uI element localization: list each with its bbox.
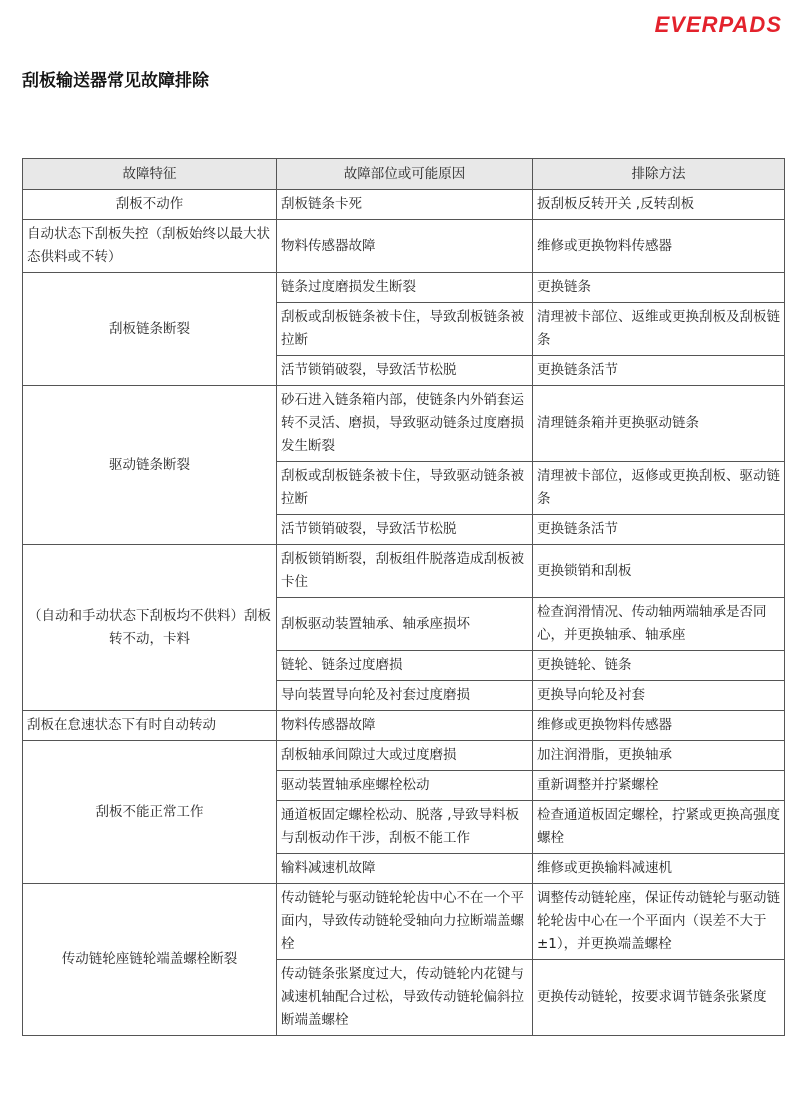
- cause-cell: 活节锁销破裂，导致活节松脱: [277, 356, 533, 386]
- fix-cell: 更换锁销和刮板: [533, 545, 785, 598]
- fix-cell: 重新调整并拧紧螺栓: [533, 771, 785, 801]
- cause-cell: 刮板或刮板链条被卡住，导致刮板链条被拉断: [277, 303, 533, 356]
- fix-cell: 更换链轮、链条: [533, 651, 785, 681]
- cause-cell: 传动链条张紧度过大，传动链轮内花键与减速机轴配合过松，导致传动链轮偏斜拉断端盖螺栓: [277, 960, 533, 1036]
- symptom-cell: 刮板不动作: [23, 190, 277, 220]
- header-symptom: 故障特征: [23, 159, 277, 190]
- symptom-cell: （自动和手动状态下刮板均不供料）刮板转不动，卡料: [23, 545, 277, 711]
- fix-cell: 扳刮板反转开关 ,反转刮板: [533, 190, 785, 220]
- header-fix: 排除方法: [533, 159, 785, 190]
- cause-cell: 刮板锁销断裂，刮板组件脱落造成刮板被卡住: [277, 545, 533, 598]
- fix-cell: 检查通道板固定螺栓，拧紧或更换高强度螺栓: [533, 801, 785, 854]
- table-row: [23, 220, 785, 273]
- brand-logo: EVERPADS: [654, 12, 782, 37]
- cause-cell: 刮板驱动装置轴承、轴承座损坏: [277, 598, 533, 651]
- fix-cell: 维修或更换输料减速机: [533, 854, 785, 884]
- fix-cell: 加注润滑脂，更换轴承: [533, 741, 785, 771]
- page-title: 刮板输送器常见故障排除: [22, 71, 209, 91]
- table-row: [23, 273, 785, 303]
- cause-cell: 刮板或刮板链条被卡住，导致驱动链条被拉断: [277, 462, 533, 515]
- table-header-row: [23, 159, 785, 190]
- fix-cell: 调整传动链轮座，保证传动链轮与驱动链轮轮齿中心在一个平面内（误差不大于 ±1），并更换端盖螺栓: [533, 884, 785, 960]
- cause-cell: 导向装置导向轮及衬套过度磨损: [277, 681, 533, 711]
- cause-cell: 链轮、链条过度磨损: [277, 651, 533, 681]
- symptom-cell: 自动状态下刮板失控（刮板始终以最大状态供料或不转）: [23, 220, 277, 273]
- troubleshooting-table: [22, 158, 785, 1036]
- cause-cell: 刮板链条卡死: [277, 190, 533, 220]
- table-row: [23, 545, 785, 598]
- table-row: [23, 386, 785, 462]
- cause-cell: 活节锁销破裂，导致活节松脱: [277, 515, 533, 545]
- cause-cell: 传动链轮与驱动链轮轮齿中心不在一个平面内，导致传动链轮受轴向力拉断端盖螺栓: [277, 884, 533, 960]
- fix-cell: 更换传动链轮，按要求调节链条张紧度: [533, 960, 785, 1036]
- fix-cell: 清理被卡部位、返维或更换刮板及刮板链条: [533, 303, 785, 356]
- header-cause: 故障部位或可能原因: [277, 159, 533, 190]
- table-row: [23, 711, 785, 741]
- fix-cell: 维修或更换物料传感器: [533, 711, 785, 741]
- table-row: [23, 190, 785, 220]
- cause-cell: 物料传感器故障: [277, 711, 533, 741]
- cause-cell: 刮板轴承间隙过大或过度磨损: [277, 741, 533, 771]
- fix-cell: 清理被卡部位，返修或更换刮板、驱动链条: [533, 462, 785, 515]
- fix-cell: 维修或更换物料传感器: [533, 220, 785, 273]
- table-body: [23, 190, 785, 1036]
- cause-cell: 物料传感器故障: [277, 220, 533, 273]
- symptom-cell: 刮板不能正常工作: [23, 741, 277, 884]
- fix-cell: 检查润滑情况、传动轴两端轴承是否同心，并更换轴承、轴承座: [533, 598, 785, 651]
- cause-cell: 通道板固定螺栓松动、脱落 ,导致导料板与刮板动作干涉，刮板不能工作: [277, 801, 533, 854]
- symptom-cell: 刮板链条断裂: [23, 273, 277, 386]
- cause-cell: 输料减速机故障: [277, 854, 533, 884]
- fix-cell: 清理链条箱并更换驱动链条: [533, 386, 785, 462]
- fix-cell: 更换链条活节: [533, 356, 785, 386]
- cause-cell: 链条过度磨损发生断裂: [277, 273, 533, 303]
- symptom-cell: 传动链轮座链轮端盖螺栓断裂: [23, 884, 277, 1036]
- symptom-cell: 驱动链条断裂: [23, 386, 277, 545]
- cause-cell: 驱动装置轴承座螺栓松动: [277, 771, 533, 801]
- symptom-cell: 刮板在怠速状态下有时自动转动: [23, 711, 277, 741]
- cause-cell: 砂石进入链条箱内部，使链条内外销套运转不灵活、磨损，导致驱动链条过度磨损发生断裂: [277, 386, 533, 462]
- fix-cell: 更换导向轮及衬套: [533, 681, 785, 711]
- fix-cell: 更换链条: [533, 273, 785, 303]
- fix-cell: 更换链条活节: [533, 515, 785, 545]
- table-row: [23, 884, 785, 960]
- table-row: [23, 741, 785, 771]
